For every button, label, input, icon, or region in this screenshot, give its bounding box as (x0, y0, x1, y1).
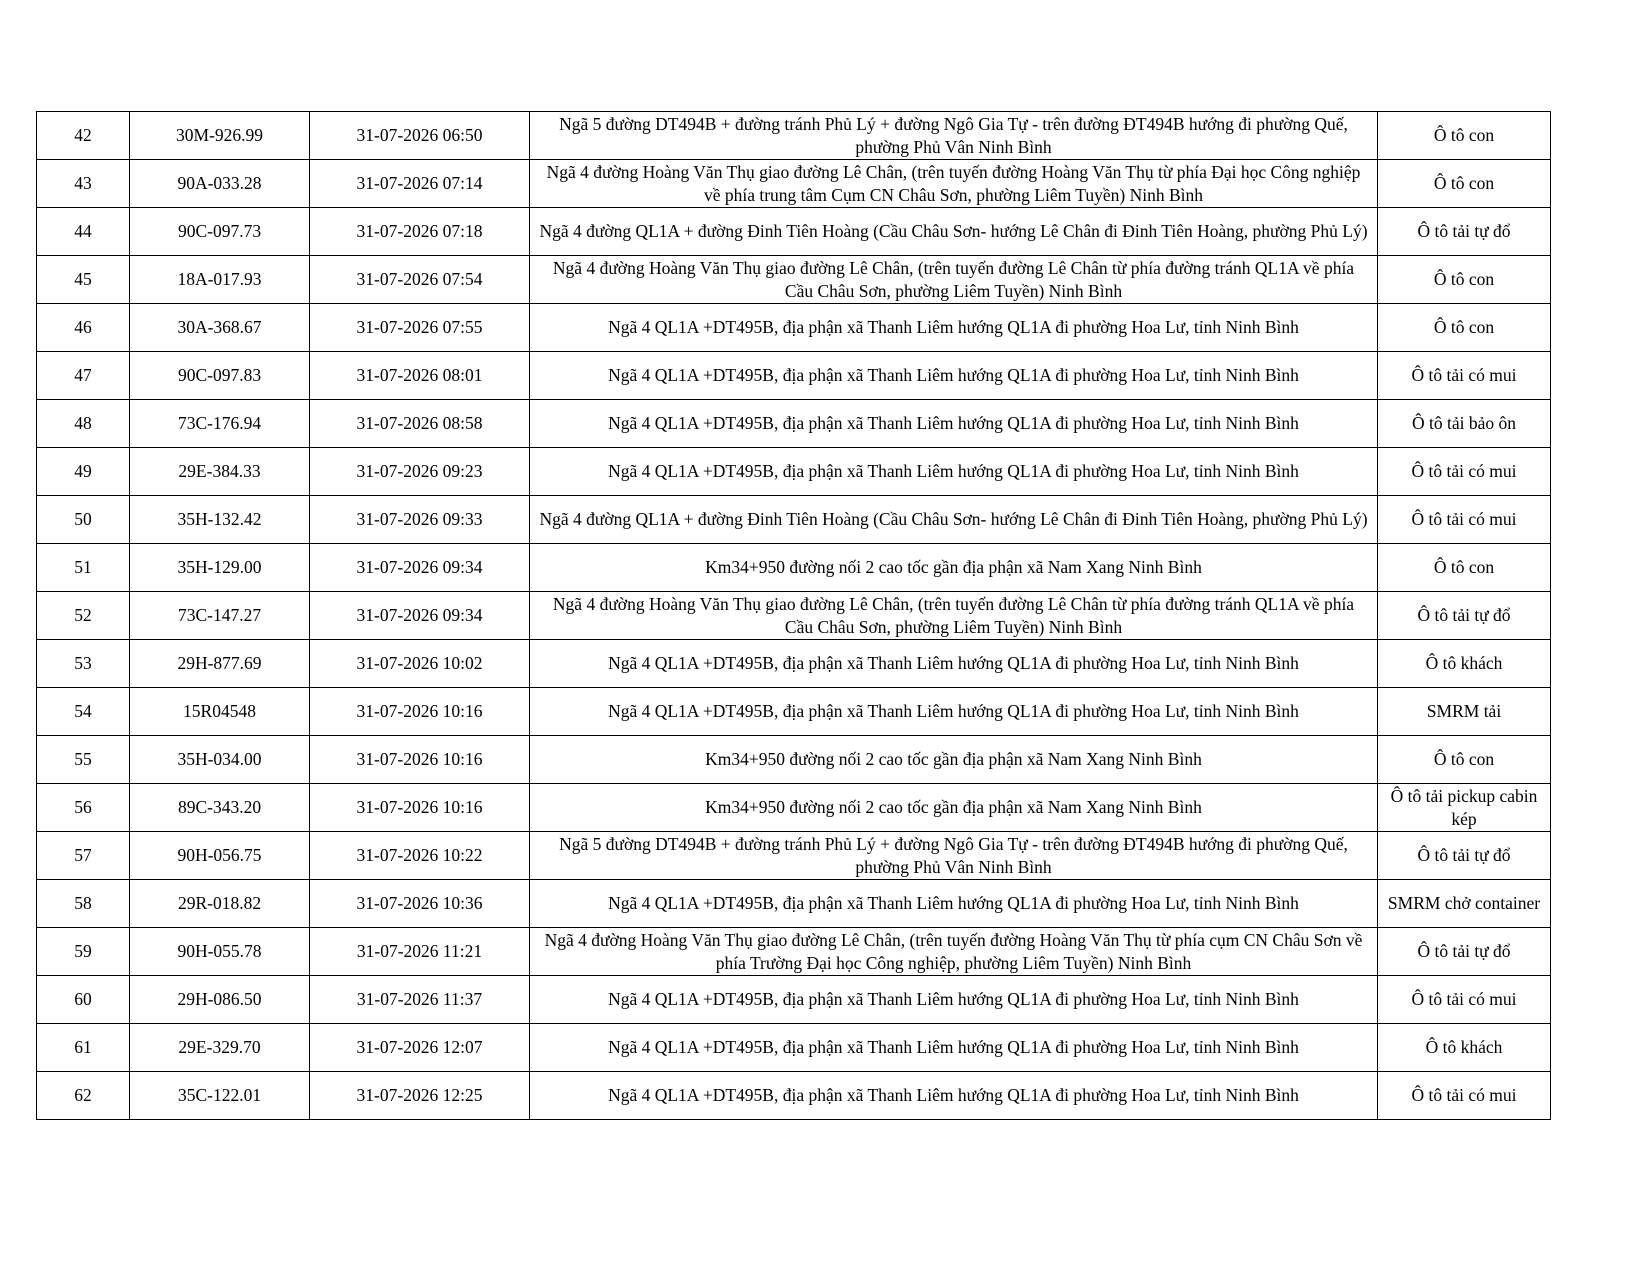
violation-time: 31-07-2026 10:36 (310, 880, 530, 928)
row-number: 50 (37, 496, 130, 544)
row-number: 60 (37, 976, 130, 1024)
violation-location: Ngã 4 QL1A +DT495B, địa phận xã Thanh Liêm hướng QL1A đi phường Hoa Lư, tỉnh Ninh Bình (530, 352, 1378, 400)
violation-time: 31-07-2026 07:54 (310, 256, 530, 304)
table-row (37, 304, 1551, 352)
violation-time: 31-07-2026 09:23 (310, 448, 530, 496)
row-number: 53 (37, 640, 130, 688)
license-plate: 18A-017.93 (130, 256, 310, 304)
vehicle-type: Ô tô tải bảo ôn (1378, 400, 1551, 448)
table-row (37, 1072, 1551, 1120)
license-plate: 73C-176.94 (130, 400, 310, 448)
table-row (37, 832, 1551, 880)
violation-time: 31-07-2026 11:37 (310, 976, 530, 1024)
table-row (37, 880, 1551, 928)
table-row (37, 976, 1551, 1024)
violation-location: Ngã 5 đường DT494B + đường tránh Phủ Lý + đường Ngô Gia Tự - trên đường ĐT494B hướng đi phường Quế, phường Phủ Vân Ninh Bình (530, 832, 1378, 880)
violation-time: 31-07-2026 10:02 (310, 640, 530, 688)
violation-location: Ngã 4 đường Hoàng Văn Thụ giao đường Lê Chân, (trên tuyến đường Lê Chân từ phía đường tránh QL1A về phía Cầu Châu Sơn, phường Liêm Tuyền) Ninh Bình (530, 256, 1378, 304)
row-number: 56 (37, 784, 130, 832)
license-plate: 35H-132.42 (130, 496, 310, 544)
violation-location: Km34+950 đường nối 2 cao tốc gần địa phận xã Nam Xang Ninh Bình (530, 736, 1378, 784)
row-number: 46 (37, 304, 130, 352)
vehicle-type: Ô tô con (1378, 544, 1551, 592)
violation-location: Ngã 4 QL1A +DT495B, địa phận xã Thanh Liêm hướng QL1A đi phường Hoa Lư, tỉnh Ninh Bình (530, 640, 1378, 688)
vehicle-type: Ô tô tải tự đổ (1378, 832, 1551, 880)
row-number: 48 (37, 400, 130, 448)
violation-location: Ngã 4 QL1A +DT495B, địa phận xã Thanh Liêm hướng QL1A đi phường Hoa Lư, tỉnh Ninh Bình (530, 1072, 1378, 1120)
license-plate: 35H-034.00 (130, 736, 310, 784)
violation-time: 31-07-2026 09:33 (310, 496, 530, 544)
table-row (37, 352, 1551, 400)
violation-location: Ngã 4 đường Hoàng Văn Thụ giao đường Lê Chân, (trên tuyến đường Hoàng Văn Thụ từ phía cụm CN Châu Sơn về phía Trường Đại học Công nghiệp, phường Liêm Tuyền) Ninh Bình (530, 928, 1378, 976)
violation-time: 31-07-2026 10:16 (310, 736, 530, 784)
violation-time: 31-07-2026 07:18 (310, 208, 530, 256)
violation-time: 31-07-2026 11:21 (310, 928, 530, 976)
row-number: 49 (37, 448, 130, 496)
license-plate: 35H-129.00 (130, 544, 310, 592)
vehicle-type: SMRM tải (1378, 688, 1551, 736)
violation-time: 31-07-2026 08:58 (310, 400, 530, 448)
vehicle-type: Ô tô tải pickup cabin kép (1378, 784, 1551, 832)
vehicle-type: Ô tô khách (1378, 1024, 1551, 1072)
row-number: 51 (37, 544, 130, 592)
table-row (37, 208, 1551, 256)
table-row (37, 784, 1551, 832)
violation-location: Km34+950 đường nối 2 cao tốc gần địa phận xã Nam Xang Ninh Bình (530, 544, 1378, 592)
row-number: 54 (37, 688, 130, 736)
violation-time: 31-07-2026 10:16 (310, 688, 530, 736)
violation-time: 31-07-2026 09:34 (310, 544, 530, 592)
violation-time: 31-07-2026 10:16 (310, 784, 530, 832)
license-plate: 35C-122.01 (130, 1072, 310, 1120)
license-plate: 90C-097.73 (130, 208, 310, 256)
row-number: 57 (37, 832, 130, 880)
license-plate: 73C-147.27 (130, 592, 310, 640)
violation-location: Ngã 4 QL1A +DT495B, địa phận xã Thanh Liêm hướng QL1A đi phường Hoa Lư, tỉnh Ninh Bình (530, 448, 1378, 496)
violation-location: Ngã 4 QL1A +DT495B, địa phận xã Thanh Liêm hướng QL1A đi phường Hoa Lư, tỉnh Ninh Bình (530, 400, 1378, 448)
vehicle-type: Ô tô tải tự đổ (1378, 928, 1551, 976)
violation-location: Km34+950 đường nối 2 cao tốc gần địa phận xã Nam Xang Ninh Bình (530, 784, 1378, 832)
row-number: 62 (37, 1072, 130, 1120)
table-row (37, 544, 1551, 592)
vehicle-type: Ô tô con (1378, 304, 1551, 352)
row-number: 44 (37, 208, 130, 256)
violation-time: 31-07-2026 08:01 (310, 352, 530, 400)
vehicle-type: Ô tô tải có mui (1378, 1072, 1551, 1120)
vehicle-type: Ô tô con (1378, 256, 1551, 304)
row-number: 59 (37, 928, 130, 976)
license-plate: 90C-097.83 (130, 352, 310, 400)
table-row (37, 640, 1551, 688)
table-row (37, 256, 1551, 304)
vehicle-type: Ô tô con (1378, 112, 1551, 160)
vehicle-type: Ô tô tải có mui (1378, 496, 1551, 544)
table-row (37, 592, 1551, 640)
license-plate: 90H-056.75 (130, 832, 310, 880)
violation-time: 31-07-2026 12:25 (310, 1072, 530, 1120)
violation-location: Ngã 4 QL1A +DT495B, địa phận xã Thanh Liêm hướng QL1A đi phường Hoa Lư, tỉnh Ninh Bình (530, 1024, 1378, 1072)
vehicle-type: Ô tô tải có mui (1378, 976, 1551, 1024)
violations-table (36, 111, 1551, 1120)
vehicle-type: SMRM chở container (1378, 880, 1551, 928)
row-number: 45 (37, 256, 130, 304)
violation-location: Ngã 4 QL1A +DT495B, địa phận xã Thanh Liêm hướng QL1A đi phường Hoa Lư, tỉnh Ninh Bình (530, 880, 1378, 928)
row-number: 52 (37, 592, 130, 640)
violation-time: 31-07-2026 10:22 (310, 832, 530, 880)
license-plate: 29E-384.33 (130, 448, 310, 496)
violation-time: 31-07-2026 12:07 (310, 1024, 530, 1072)
vehicle-type: Ô tô con (1378, 160, 1551, 208)
vehicle-type: Ô tô tải có mui (1378, 448, 1551, 496)
table-row (37, 400, 1551, 448)
table-row (37, 688, 1551, 736)
violation-location: Ngã 4 đường Hoàng Văn Thụ giao đường Lê Chân, (trên tuyến đường Lê Chân từ phía đường tránh QL1A về phía Cầu Châu Sơn, phường Liêm Tuyền) Ninh Bình (530, 592, 1378, 640)
violation-location: Ngã 4 đường QL1A + đường Đinh Tiên Hoàng (Cầu Châu Sơn- hướng Lê Chân đi Đinh Tiên Hoàng, phường Phủ Lý) (530, 496, 1378, 544)
row-number: 55 (37, 736, 130, 784)
license-plate: 29H-877.69 (130, 640, 310, 688)
table-row (37, 448, 1551, 496)
violation-location: Ngã 5 đường DT494B + đường tránh Phủ Lý + đường Ngô Gia Tự - trên đường ĐT494B hướng đi phường Quế, phường Phủ Vân Ninh Bình (530, 112, 1378, 160)
violation-time: 31-07-2026 07:14 (310, 160, 530, 208)
table-row (37, 112, 1551, 160)
vehicle-type: Ô tô khách (1378, 640, 1551, 688)
table-row (37, 160, 1551, 208)
violation-location: Ngã 4 đường Hoàng Văn Thụ giao đường Lê Chân, (trên tuyến đường Hoàng Văn Thụ từ phía Đại học Công nghiệp về phía trung tâm Cụm CN Châu Sơn, phường Liêm Tuyền) Ninh Bình (530, 160, 1378, 208)
table-row (37, 736, 1551, 784)
vehicle-type: Ô tô con (1378, 736, 1551, 784)
license-plate: 90H-055.78 (130, 928, 310, 976)
license-plate: 89C-343.20 (130, 784, 310, 832)
row-number: 47 (37, 352, 130, 400)
row-number: 42 (37, 112, 130, 160)
license-plate: 29E-329.70 (130, 1024, 310, 1072)
table-row (37, 928, 1551, 976)
violation-time: 31-07-2026 09:34 (310, 592, 530, 640)
vehicle-type: Ô tô tải có mui (1378, 352, 1551, 400)
violation-location: Ngã 4 QL1A +DT495B, địa phận xã Thanh Liêm hướng QL1A đi phường Hoa Lư, tỉnh Ninh Bình (530, 976, 1378, 1024)
violation-time: 31-07-2026 07:55 (310, 304, 530, 352)
row-number: 43 (37, 160, 130, 208)
vehicle-type: Ô tô tải tự đổ (1378, 208, 1551, 256)
license-plate: 30A-368.67 (130, 304, 310, 352)
license-plate: 29R-018.82 (130, 880, 310, 928)
table-row (37, 496, 1551, 544)
license-plate: 15R04548 (130, 688, 310, 736)
row-number: 61 (37, 1024, 130, 1072)
violation-location: Ngã 4 QL1A +DT495B, địa phận xã Thanh Liêm hướng QL1A đi phường Hoa Lư, tỉnh Ninh Bình (530, 688, 1378, 736)
license-plate: 30M-926.99 (130, 112, 310, 160)
license-plate: 29H-086.50 (130, 976, 310, 1024)
row-number: 58 (37, 880, 130, 928)
table-row (37, 1024, 1551, 1072)
violation-location: Ngã 4 QL1A +DT495B, địa phận xã Thanh Liêm hướng QL1A đi phường Hoa Lư, tỉnh Ninh Bình (530, 304, 1378, 352)
violation-time: 31-07-2026 06:50 (310, 112, 530, 160)
violation-location: Ngã 4 đường QL1A + đường Đinh Tiên Hoàng (Cầu Châu Sơn- hướng Lê Chân đi Đinh Tiên Hoàng, phường Phủ Lý) (530, 208, 1378, 256)
violations-table-body (37, 112, 1551, 1120)
vehicle-type: Ô tô tải tự đổ (1378, 592, 1551, 640)
license-plate: 90A-033.28 (130, 160, 310, 208)
